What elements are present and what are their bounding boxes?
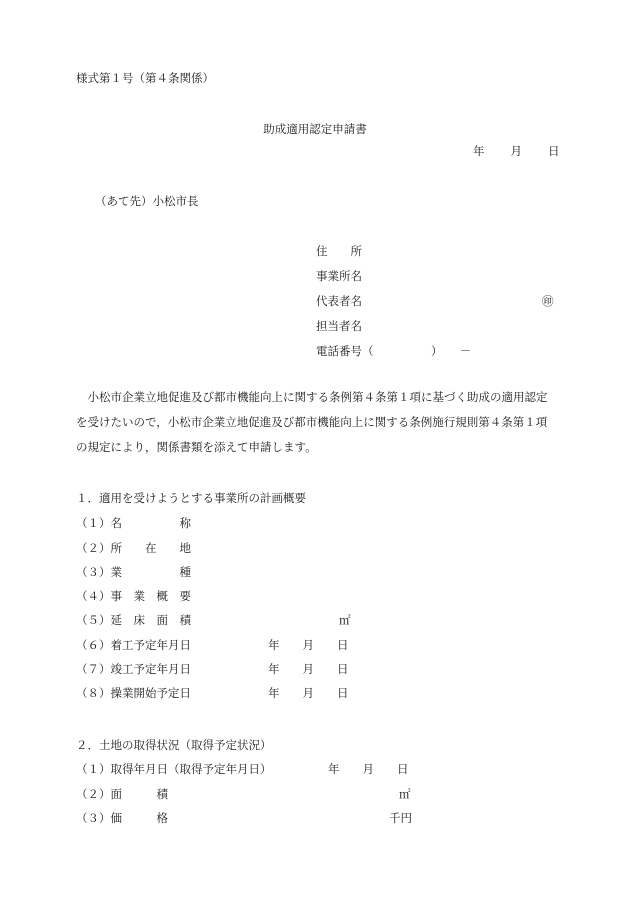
land-area-unit: ㎡ [399, 787, 411, 801]
acquisition-date: 年 月 日 [328, 762, 409, 776]
form-number: 様式第１号（第４条関係） [76, 71, 214, 85]
date-month: 月 [510, 144, 522, 158]
completion-date: 年 月 日 [268, 662, 349, 676]
section1-heading: １．適用を受けようとする事業所の計画概要 [76, 491, 306, 505]
date-day: 日 [548, 144, 560, 158]
addressee: （あて先）小松市長 [95, 194, 199, 208]
section1-item-label: （５）延 床 面 積 [76, 613, 191, 627]
section2-item-label: （３）価 格 [76, 811, 168, 825]
document-title: 助成適用認定申請書 [263, 122, 367, 136]
construction-start-date: 年 月 日 [268, 638, 349, 652]
section1-item-label: （２）所 在 地 [76, 541, 191, 555]
submission-date [473, 146, 560, 158]
section1-item-label: （７）竣工予定年月日 [76, 662, 191, 676]
land-price-unit: 千円 [389, 811, 412, 825]
section1-item-label: （４）事 業 概 要 [76, 589, 191, 603]
operation-start-date: 年 月 日 [268, 686, 349, 700]
applicant-phone-label: 電話番号（ ） － [316, 344, 472, 358]
section1-item-label: （３）業 種 [76, 565, 191, 579]
section2-item-label: （１）取得年月日（取得予定年月日） [76, 762, 272, 776]
applicant-office-name-label: 事業所名 [316, 269, 362, 283]
section1-item-label: （１）名 称 [76, 516, 191, 530]
section1-item-label: （８）操業開始予定日 [76, 686, 191, 700]
section1-item-label: （６）着工予定年月日 [76, 638, 191, 652]
application-statement: 小松市企業立地促進及び都市機能向上に関する条例第４条第１項に基づく助成の適用認定を受けたいので，小松市企業立地促進及び都市機能向上に関する条例施行規則第４条第１項の規定により，関係書類を添えて申請します。 [76, 390, 548, 454]
floor-area-unit: ㎡ [339, 613, 351, 627]
date-year: 年 [473, 144, 485, 158]
section2-heading: ２．土地の取得状況（取得予定状況） [76, 738, 272, 752]
applicant-contact-person-label: 担当者名 [316, 319, 362, 333]
applicant-address-label: 住 所 [316, 244, 362, 258]
seal-mark: ㊞ [542, 294, 554, 308]
section2-item-label: （２）面 積 [76, 787, 168, 801]
applicant-representative-label: 代表者名 [316, 294, 362, 308]
